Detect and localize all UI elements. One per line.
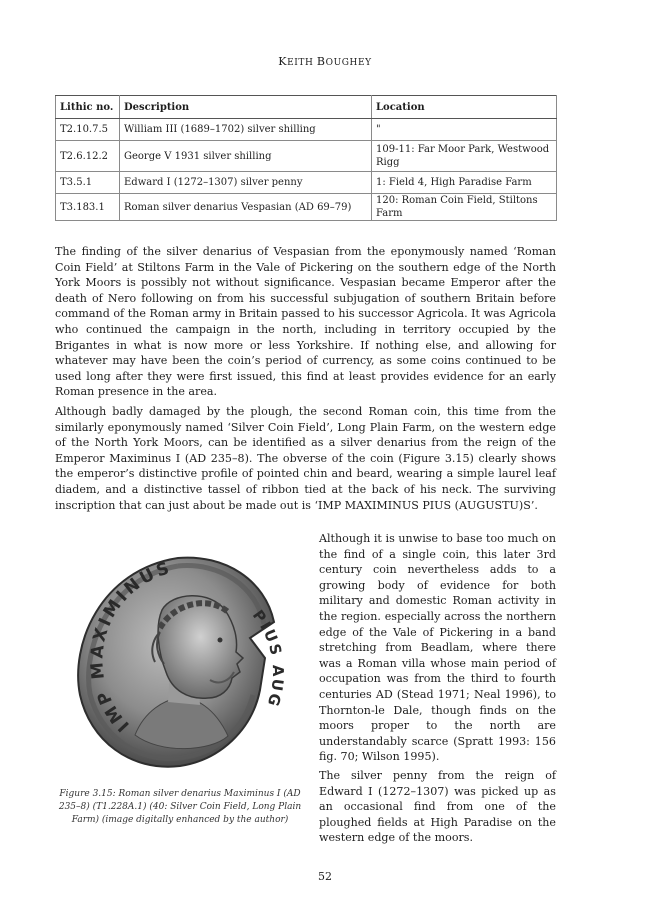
lithic-table bbox=[55, 95, 557, 221]
cell-description: Roman silver denarius Vespasian (AD 69–79) bbox=[120, 194, 372, 221]
coin-legend-right: PIUS AUG bbox=[248, 606, 288, 710]
table-row bbox=[56, 172, 557, 194]
coin-image bbox=[60, 540, 305, 780]
table-header-row bbox=[56, 96, 557, 119]
cell-description: George V 1931 silver shilling bbox=[120, 141, 372, 172]
running-head-smallcaps-2: OUGHEY bbox=[325, 58, 372, 68]
cell-location: 1: Field 4, High Paradise Farm bbox=[372, 172, 557, 194]
column-header-location: Location bbox=[372, 96, 557, 119]
cell-location: 109-11: Far Moor Park, Westwood Rigg bbox=[372, 141, 557, 172]
coin-figure bbox=[60, 540, 305, 780]
column-header-description: Description bbox=[120, 96, 372, 119]
page-number: 52 bbox=[318, 870, 332, 883]
coin-legend-left: IMP MAXIMINUS bbox=[87, 557, 175, 736]
cell-lithic-no: T3.183.1 bbox=[56, 194, 120, 221]
running-head bbox=[0, 55, 650, 68]
cell-location: " bbox=[372, 119, 557, 141]
running-head-initial-b: B bbox=[316, 55, 326, 68]
table-row bbox=[56, 141, 557, 172]
running-head-initial-k: K bbox=[278, 55, 288, 68]
running-head-smallcaps-1: EITH bbox=[287, 58, 317, 68]
cell-description: Edward I (1272–1307) silver penny bbox=[120, 172, 372, 194]
body-paragraph-later-coin: Although it is unwise to base too much on the find of a single coin, this later 3rd century coin nevertheless adds to a growing body of evidence for both military and domestic Roman activity in the region. especially across the northern edge of the Vale of Pickering in a band stretching from Beadlam, where there was a Roman villa whose main period of occupation was from the third to fourth centuries AD (Stead 1971; Neal 1996), to Thornton-le Dale, though finds on the moors proper to the north are understandably scarce (Spratt 1993: 156 fig. 70; Wilson 1995). bbox=[319, 532, 556, 764]
table-row bbox=[56, 194, 557, 221]
cell-description: William III (1689–1702) silver shilling bbox=[120, 119, 372, 141]
table-row bbox=[56, 119, 557, 141]
column-header-lithic-no: Lithic no. bbox=[56, 96, 120, 119]
cell-lithic-no: T3.5.1 bbox=[56, 172, 120, 194]
cell-lithic-no: T2.10.7.5 bbox=[56, 119, 120, 141]
body-paragraph-maximinus: Although badly damaged by the plough, the second Roman coin, this time from the similarly eponymously named ‘Silver Coin Field’, Long Plain Farm, on the western edge of the North York Moors, can be identified as a silver denarius from the reign of the Emperor Maximinus I (AD 235–8). The obverse of the coin (Figure 3.15) clearly shows the emperor’s distinctive profile of pointed chin and beard, wearing a simple laurel leaf diadem, and a distinctive tassel of ribbon tied at the back of his neck. The surviving inscription that can just about be made out is ‘IMP MAXIMINUS PIUS (AUGUSTU)S’. bbox=[55, 405, 556, 512]
figure-caption: Figure 3.15: Roman silver denarius Maximinus I (AD 235–8) (T1.228A.1) (40: Silver Coin Field, Long Plain Farm) (image digitally enhanced by the author) bbox=[58, 789, 302, 825]
cell-lithic-no: T2.6.12.2 bbox=[56, 141, 120, 172]
body-paragraph-edward-penny: The silver penny from the reign of Edward I (1272–1307) was picked up as an occasional find from one of the ploughed fields at High Paradise on the western edge of the moors. bbox=[319, 769, 556, 845]
body-paragraph-vespasian: The finding of the silver denarius of Vespasian from the eponymously named ‘Roman Coin Field’ at Stiltons Farm in the Vale of Pickering on the southern edge of the North York Moors is possibly not without significance. Vespasian became Emperor after the death of Nero following on from his successful subjugation of southern Britain before command of the Roman army in Britain passed to his successor Agricola. It was Agricola who continued the campaign in the north, including in territory occupied by the Brigantes in what is now more or less Yorkshire. If nothing else, and allowing for whatever may have been the coin’s period of currency, as some coins continued to be used long after they were first issued, this find at least provides evidence for an early Roman presence in the area. bbox=[55, 245, 556, 399]
cell-location: 120: Roman Coin Field, Stiltons Farm bbox=[372, 194, 557, 221]
